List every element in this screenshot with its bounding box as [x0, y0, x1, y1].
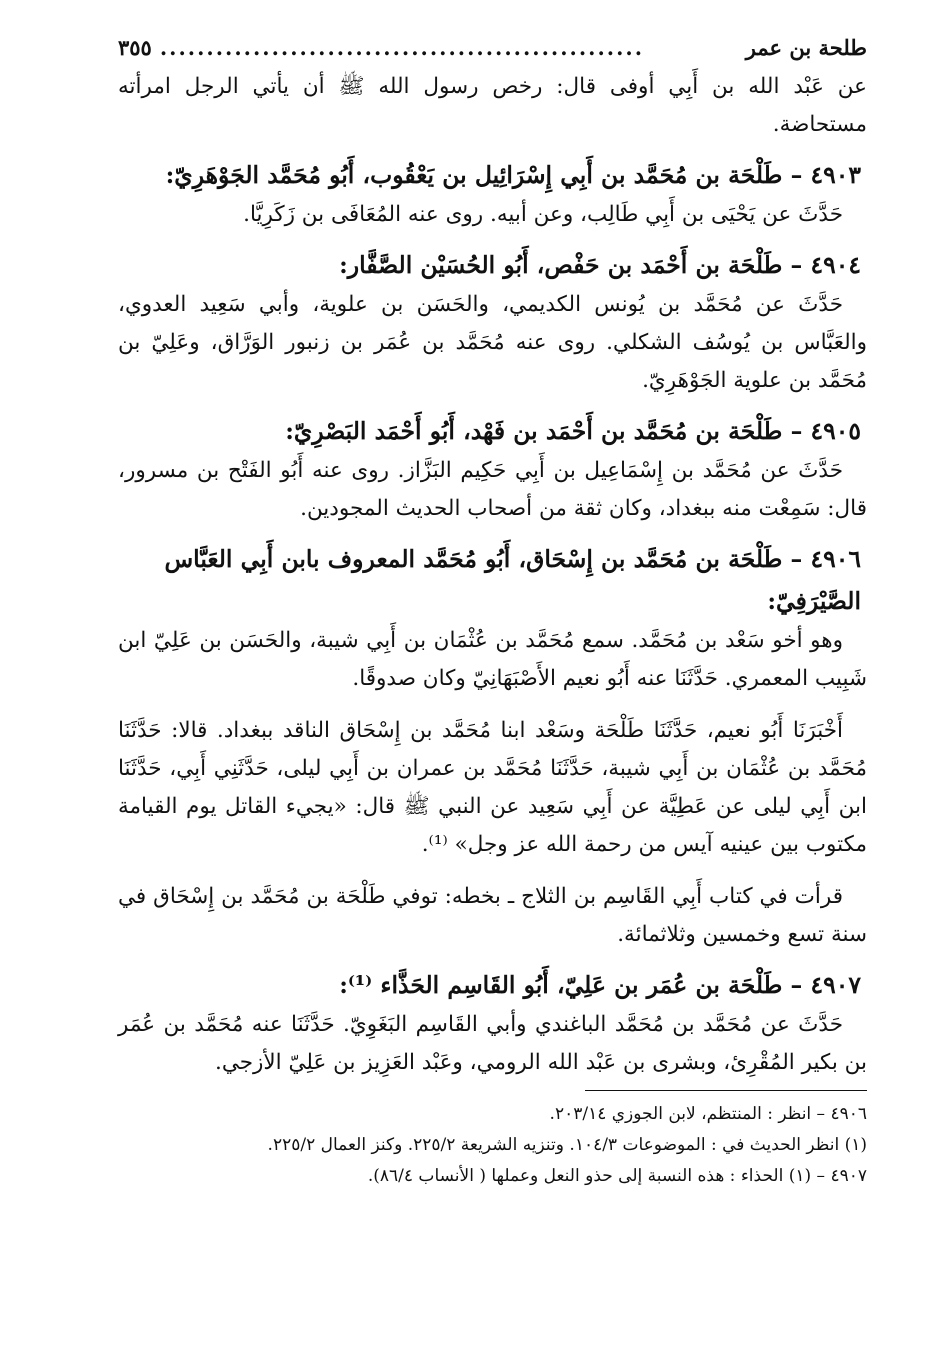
entry-paragraph: وهو أخو سَعْد بن مُحَمَّد. سمع مُحَمَّد بن عُثْمَان بن أَبِي شيبة، والحَسَن بن عَلِيّ ابن شَبِيب المعمري. حَدَّثَنَا عنه أَبُو نعيم الأَصْبَهَانِيّ وكان صدوقًا. — [118, 628, 867, 691]
footnote-divider — [585, 1090, 867, 1091]
continued-line-2: مستحاضة. — [772, 112, 867, 137]
entry-title: ٤٩٠٧ – طَلْحَة بن عُمَر بن عَلِيّ، أَبُو القَاسِم الحَذَّاء ⁽¹⁾: — [339, 971, 861, 999]
entry-4904 — [118, 244, 867, 400]
entry-4907 — [118, 964, 867, 1082]
entry-4905 — [118, 410, 867, 528]
footnote: ٤٩٠٧ – (١) الحذاء : هذه النسبة إلى حذو النعل وعملها ( الأنساب ٨٦/٤). — [367, 1166, 867, 1186]
running-title: طلحة بن عمر — [745, 35, 867, 60]
continued-text — [118, 68, 867, 144]
running-header — [118, 28, 867, 68]
entry-4903 — [118, 154, 867, 234]
continued-line-1: عن عَبْد الله بن أَبِي أوفى قال: رخص رسول الله ﷺ أن يأتي الرجل امرأته — [118, 74, 867, 99]
footnote: ٤٩٠٦ – انظر : المنتظم، لابن الجوزي ٢٠٣/١٤. — [549, 1104, 867, 1124]
entry-paragraph: حَدَّثَ عن مُحَمَّد بن مُحَمَّد الباغندي وأبي القَاسِم البَغَوِيّ. حَدَّثَنَا عنه مُحَمَّد بن عُمَر بن بكير المُقْرِئ، وبشرى بن عَبْد الله الرومي، وعَبْد العَزِيز بن عَلِيّ الأزجي. — [118, 1012, 867, 1075]
entry-paragraph: حَدَّثَ عن يَحْيَى بن أَبِي طَالِب، وعن أبيه. روى عنه المُعَافَى بن زَكَرِيَّا. — [243, 202, 843, 227]
entry-paragraph: قرأت في كتاب أَبِي القَاسِم بن الثلاج ـ بخطه: توفي طَلْحَة بن مُحَمَّد بن إِسْحَاق في سنة تسع وخمسين وثلاثمائة. — [118, 884, 867, 947]
page-number: ٣٥٥ — [118, 35, 152, 60]
footnotes — [118, 1099, 867, 1192]
footnote: (١) انظر الحديث في : الموضوعات ١٠٤/٣. وتنزيه الشريعة ٢٢٥/٢. وكنز العمال ٢٢٥/٢. — [267, 1135, 867, 1155]
leader-dots: .................................................... — [159, 35, 645, 60]
entry-title: ٤٩٠٣ – طَلْحَة بن مُحَمَّد بن أَبِي إِسْرَائِيل بن يَعْقُوب، أَبُو مُحَمَّد الجَوْهَرِيّ: — [165, 161, 861, 189]
entry-title: ٤٩٠٦ – طَلْحَة بن مُحَمَّد بن إِسْحَاق، أَبُو مُحَمَّد المعروف بابن أَبِي العَبَّاس الصَّيْرَفِيّ: — [164, 545, 861, 615]
entry-title: ٤٩٠٤ – طَلْحَة بن أَحْمَد بن حَفْص، أَبُو الحُسَيْن الصَّفَّار: — [339, 251, 861, 279]
entry-title: ٤٩٠٥ – طَلْحَة بن مُحَمَّد بن أَحْمَد بن فَهْد، أَبُو أَحْمَد البَصْرِيّ: — [285, 417, 861, 445]
entry-paragraph: أَخْبَرَنَا أَبُو نعيم، حَدَّثَنَا طَلْحَة وسَعْد ابنا مُحَمَّد بن إِسْحَاق الناقد ببغداد. قالا: حَدَّثَنَا مُحَمَّد بن عُثْمَان بن أَبِي شيبة، حَدَّثَنَا مُحَمَّد بن عمران بن أَبِي ليلى، حَدَّثَنِي أَبِي، حَدَّثَنَا ابن أَبِي ليلى عن عَطِيَّة عن أَبِي سَعِيد عن النبي ﷺ قال: «يجيء القاتل يوم القيامة مكتوب بين عينيه آيس من رحمة الله عز وجل» ⁽¹⁾. — [118, 718, 867, 857]
entry-paragraph: حَدَّثَ عن مُحَمَّد بن إِسْمَاعِيل بن أَبِي حَكِيم البَزَّاز. روى عنه أَبُو الفَتْح بن مسرور، قال: سَمِعْت منه ببغداد، وكان ثقة من أصحاب الحديث المجودين. — [118, 458, 867, 521]
entry-4906 — [118, 538, 867, 954]
entry-paragraph: حَدَّثَ عن مُحَمَّد بن يُونس الكديمي، والحَسَن بن علوية، وأبي سَعِيد العدوي، والعَبَّاس بن يُوسُف الشكلي. روى عنه مُحَمَّد بن عُمَر بن زنبور الوَرَّاق، وعَلِيّ بن مُحَمَّد بن علوية الجَوْهَرِيّ. — [118, 292, 867, 393]
